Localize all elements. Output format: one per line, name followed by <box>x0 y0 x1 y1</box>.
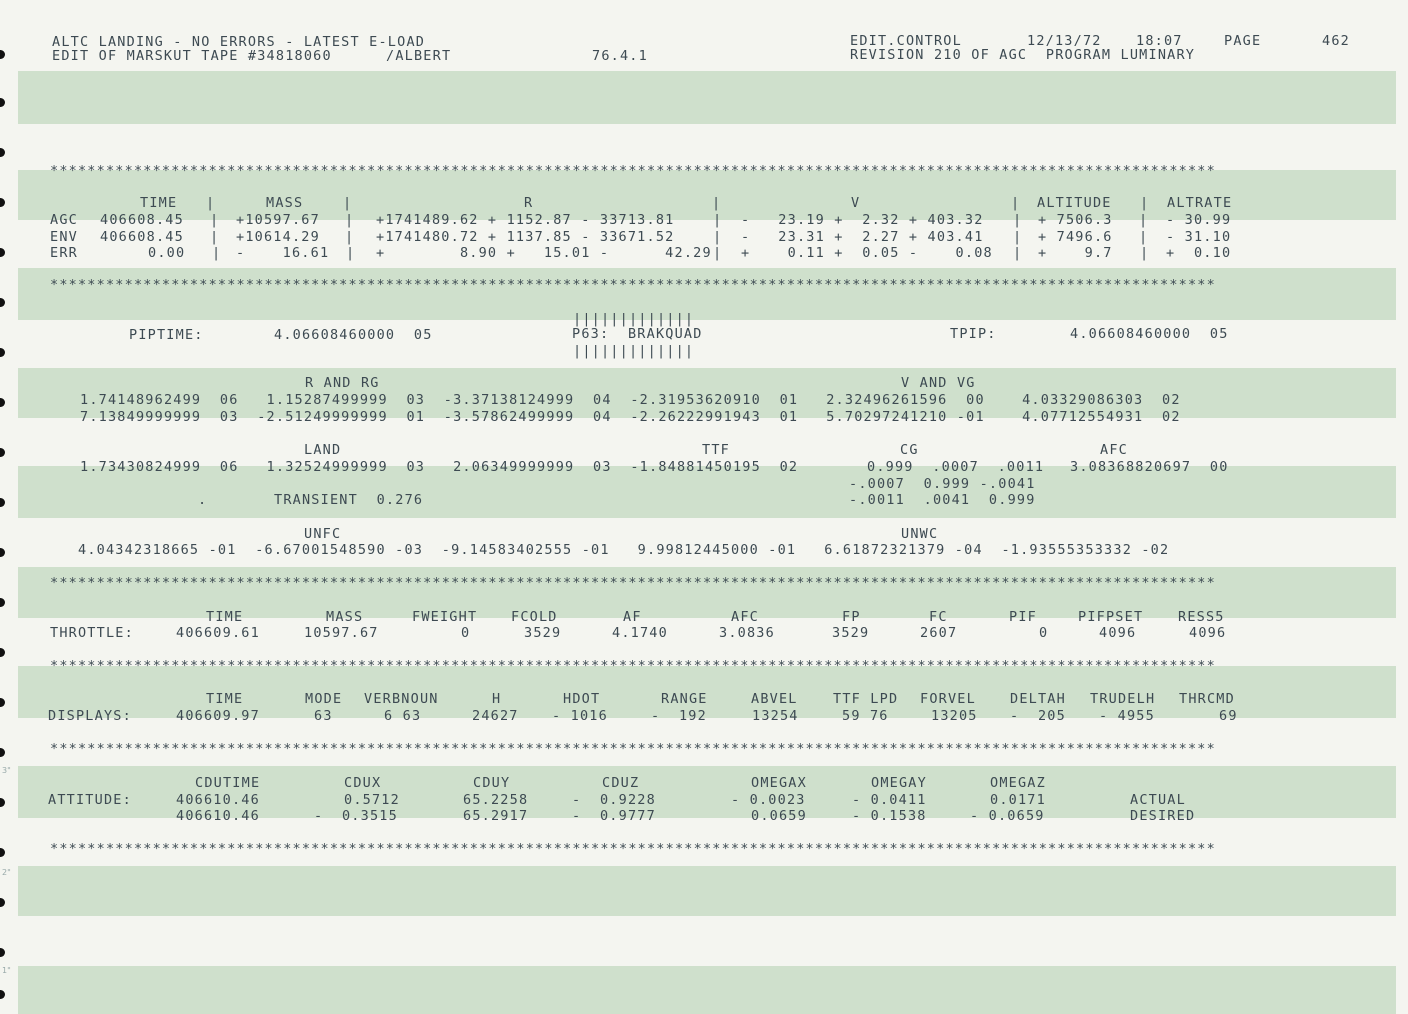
paper-band <box>18 866 1396 916</box>
print-time: 18:07 <box>1136 33 1183 49</box>
desired-cdux: - 0.3515 <box>314 808 398 824</box>
attitude-header-omegaz: OMEGAZ <box>990 775 1046 791</box>
err-time: 0.00 <box>148 245 186 261</box>
agc-v: - 23.19 + 2.32 + 403.32 <box>741 212 984 228</box>
feed-hole <box>0 248 5 257</box>
err-altrate: + 0.10 <box>1166 245 1232 261</box>
star-separator: ***************************************************************************************************************************** <box>50 841 1216 857</box>
attitude-header-cduy: CDUY <box>473 775 511 791</box>
desired-omegay: - 0.1538 <box>852 808 927 824</box>
author: /ALBERT <box>386 48 452 64</box>
feed-hole <box>0 98 5 107</box>
afc-value: 3.08368820697 00 <box>1070 459 1229 475</box>
displays-thrcmd: 69 <box>1219 708 1238 724</box>
desired-cduz: - 0.9777 <box>572 808 656 824</box>
feed-hole <box>0 198 5 207</box>
column-divider: | <box>210 212 220 228</box>
actual-omegay: - 0.0411 <box>852 792 927 808</box>
feed-hole <box>0 50 5 59</box>
attitude-header-cdutime: CDUTIME <box>195 775 261 791</box>
unfc-label: UNFC <box>304 526 342 542</box>
throttle-fcold: 3529 <box>524 625 562 641</box>
feed-hole <box>0 298 5 307</box>
displays-h: 24627 <box>472 708 519 724</box>
displays-header-hdot: HDOT <box>563 691 601 707</box>
desired-omegax: 0.0659 <box>751 808 807 824</box>
displays-ttf-lpd: 59 76 <box>842 708 889 724</box>
feed-hole <box>0 948 5 957</box>
throttle-header-af: AF <box>623 609 642 625</box>
column-divider: | <box>210 229 220 245</box>
star-separator: ***************************************************************************************************************************** <box>50 163 1216 179</box>
column-divider: | <box>1139 229 1149 245</box>
throttle-fweight: 0 <box>461 625 471 641</box>
feed-hole <box>0 798 5 807</box>
program-name: P63: BRAKQUAD <box>572 326 703 342</box>
version: 76.4.1 <box>592 48 648 64</box>
throttle-ress5: 4096 <box>1189 625 1227 641</box>
desired-cduy: 65.2917 <box>463 808 529 824</box>
displays-label: DISPLAYS: <box>48 708 132 724</box>
stray-dot: . <box>198 492 208 508</box>
env-time: 406608.45 <box>100 229 184 245</box>
actual-cdux: 0.5712 <box>344 792 400 808</box>
margin-mark: 3" <box>2 766 11 775</box>
displays-mode: 63 <box>314 708 333 724</box>
actual-label: ACTUAL <box>1130 792 1186 808</box>
r-and-rg-label: R AND RG <box>305 375 380 391</box>
env-altitude: + 7496.6 <box>1038 229 1113 245</box>
displays-header-trudelh: TRUDELH <box>1090 691 1156 707</box>
column-divider: | <box>713 229 723 245</box>
displays-forvel: 13205 <box>931 708 978 724</box>
displays-verbnoun: 6 63 <box>384 708 422 724</box>
tape-edit-line: EDIT OF MARSKUT TAPE #34818060 <box>52 48 332 64</box>
agc-altrate: - 30.99 <box>1166 212 1232 228</box>
column-divider: | <box>1140 195 1150 211</box>
throttle-af: 4.1740 <box>612 625 668 641</box>
feed-hole <box>0 148 5 157</box>
column-divider: | <box>1013 229 1023 245</box>
displays-range: - 192 <box>651 708 707 724</box>
column-divider: | <box>1011 195 1021 211</box>
agc-altitude: + 7506.3 <box>1038 212 1113 228</box>
guidance-row: 7.13849999999 03 -2.51249999999 01 -3.57862499999 04 -2.26222991943 01 5.70297241210 -01 4.07712554931 02 <box>80 409 1181 425</box>
displays-header-abvel: ABVEL <box>751 691 798 707</box>
feed-hole <box>0 898 5 907</box>
cg-matrix-row: -.0011 .0041 0.999 <box>849 492 1036 508</box>
displays-abvel: 13254 <box>752 708 799 724</box>
column-divider: | <box>1013 212 1023 228</box>
throttle-header-ress5: RESS5 <box>1178 609 1225 625</box>
throttle-header-fp: FP <box>842 609 861 625</box>
tpip-value: 4.06608460000 05 <box>1070 326 1229 342</box>
margin-mark: 1" <box>2 966 11 975</box>
state-header-time: TIME <box>140 195 178 211</box>
column-divider: | <box>345 229 355 245</box>
cg-matrix-row: -.0007 0.999 -.0041 <box>849 476 1036 492</box>
throttle-header-fc: FC <box>929 609 948 625</box>
cg-matrix-row: 0.999 .0007 .0011 <box>867 459 1045 475</box>
throttle-time: 406609.61 <box>176 625 260 641</box>
page-number: 462 <box>1322 33 1350 49</box>
column-divider: | <box>1140 245 1150 261</box>
v-and-vg-label: V AND VG <box>901 375 976 391</box>
piptime-label: PIPTIME: <box>129 327 204 343</box>
throttle-mass: 10597.67 <box>304 625 379 641</box>
piptime-value: 4.06608460000 05 <box>274 327 433 343</box>
margin-mark: 2" <box>2 868 11 877</box>
throttle-pifpset: 4096 <box>1099 625 1137 641</box>
land-label: LAND <box>304 442 342 458</box>
displays-header-ttf-lpd: TTF LPD <box>833 691 899 707</box>
feed-hole <box>0 548 5 557</box>
listing-title: ALTC LANDING - NO ERRORS - LATEST E-LOAD <box>52 34 426 50</box>
displays-deltah: - 205 <box>1010 708 1066 724</box>
feed-hole <box>0 698 5 707</box>
star-separator: ***************************************************************************************************************************** <box>50 658 1216 674</box>
desired-cdutime: 406610.46 <box>176 808 260 824</box>
displays-header-thrcmd: THRCMD <box>1179 691 1235 707</box>
displays-header-mode: MODE <box>305 691 343 707</box>
column-divider: | <box>713 212 723 228</box>
transient-value: TRANSIENT 0.276 <box>274 492 424 508</box>
actual-cdutime: 406610.46 <box>176 792 260 808</box>
paper-band <box>18 268 1396 320</box>
displays-time: 406609.97 <box>176 708 260 724</box>
cg-label: CG <box>900 442 919 458</box>
ttf-label: TTF <box>702 442 730 458</box>
feed-hole <box>0 848 5 857</box>
err-mass: - 16.61 <box>236 245 330 261</box>
tpip-label: TPIP: <box>950 326 997 342</box>
agc-time: 406608.45 <box>100 212 184 228</box>
err-v: + 0.11 + 0.05 - 0.08 <box>741 245 993 261</box>
feed-hole <box>0 348 5 357</box>
column-divider: | <box>212 245 222 261</box>
star-separator: ***************************************************************************************************************************** <box>50 575 1216 591</box>
actual-cduz: - 0.9228 <box>572 792 656 808</box>
unwc-label: UNWC <box>901 526 939 542</box>
displays-header-h: H <box>492 691 502 707</box>
throttle-header-pifpset: PIFPSET <box>1078 609 1144 625</box>
state-header-v: V <box>851 195 861 211</box>
agc-mass: +10597.67 <box>236 212 320 228</box>
throttle-header-pif: PIF <box>1009 609 1037 625</box>
throttle-header-fcold: FCOLD <box>511 609 558 625</box>
column-divider: | <box>206 195 216 211</box>
agc-r: +1741489.62 + 1152.87 - 33713.81 <box>376 212 675 228</box>
actual-cduy: 65.2258 <box>463 792 529 808</box>
err-r: + 8.90 + 15.01 - 42.29 <box>376 245 712 261</box>
actual-omegaz: 0.0171 <box>990 792 1046 808</box>
feed-hole <box>0 648 5 657</box>
edit-control: EDIT.CONTROL <box>850 33 962 49</box>
throttle-header-fweight: FWEIGHT <box>412 609 478 625</box>
displays-hdot: - 1016 <box>552 708 608 724</box>
row-label-err: ERR <box>50 245 78 261</box>
land-row: 1.73430824999 06 1.32524999999 03 2.06349999999 03 -1.84881450195 02 <box>80 459 799 475</box>
column-divider: | <box>1139 212 1149 228</box>
env-altrate: - 31.10 <box>1166 229 1232 245</box>
guidance-row: 1.74148962499 06 1.15287499999 03 -3.37138124999 04 -2.31953620910 01 2.32496261596 00 4.03329086303 02 <box>80 392 1181 408</box>
attitude-header-cduz: CDUZ <box>602 775 640 791</box>
displays-trudelh: - 4955 <box>1099 708 1155 724</box>
displays-header-time: TIME <box>206 691 244 707</box>
attitude-header-omegax: OMEGAX <box>751 775 807 791</box>
throttle-fc: 2607 <box>920 625 958 641</box>
program-bars: ||||||||||||| <box>573 311 695 327</box>
err-altitude: + 9.7 <box>1038 245 1113 261</box>
program-bars: ||||||||||||| <box>573 343 695 359</box>
displays-header-range: RANGE <box>661 691 708 707</box>
throttle-header-mass: MASS <box>326 609 364 625</box>
displays-header-deltah: DELTAH <box>1010 691 1066 707</box>
column-divider: | <box>1013 245 1023 261</box>
column-divider: | <box>345 212 355 228</box>
column-divider: | <box>712 195 722 211</box>
state-header-altitude: ALTITUDE <box>1037 195 1112 211</box>
throttle-afc: 3.0836 <box>719 625 775 641</box>
print-date: 12/13/72 <box>1027 33 1102 49</box>
throttle-header-afc: AFC <box>731 609 759 625</box>
state-header-mass: MASS <box>266 195 304 211</box>
throttle-label: THROTTLE: <box>50 625 134 641</box>
column-divider: | <box>713 245 723 261</box>
desired-label: DESIRED <box>1130 808 1196 824</box>
actual-omegax: - 0.0023 <box>731 792 806 808</box>
attitude-header-cdux: CDUX <box>344 775 382 791</box>
row-label-env: ENV <box>50 229 78 245</box>
row-label-agc: AGC <box>50 212 78 228</box>
column-divider: | <box>343 195 353 211</box>
feed-hole <box>0 598 5 607</box>
desired-omegaz: - 0.0659 <box>970 808 1045 824</box>
paper-band <box>18 71 1396 124</box>
feed-hole <box>0 498 5 507</box>
state-header-altrate: ALTRATE <box>1167 195 1233 211</box>
env-r: +1741480.72 + 1137.85 - 33671.52 <box>376 229 675 245</box>
feed-hole <box>0 748 5 757</box>
feed-hole <box>0 448 5 457</box>
env-v: - 23.31 + 2.27 + 403.41 <box>741 229 984 245</box>
revision-line: REVISION 210 OF AGC PROGRAM LUMINARY <box>850 47 1196 63</box>
throttle-pif: 0 <box>1039 625 1049 641</box>
feed-hole <box>0 990 5 999</box>
env-mass: +10614.29 <box>236 229 320 245</box>
column-divider: | <box>346 245 356 261</box>
attitude-header-omegay: OMEGAY <box>871 775 927 791</box>
page-label: PAGE <box>1224 33 1262 49</box>
unfc-row: 4.04342318665 -01 -6.67001548590 -03 -9.14583402555 -01 9.99812445000 -01 6.61872321379 -04 -1.93555353332 -02 <box>78 542 1170 558</box>
afc-label: AFC <box>1100 442 1128 458</box>
throttle-fp: 3529 <box>832 625 870 641</box>
displays-header-forvel: FORVEL <box>920 691 976 707</box>
feed-hole <box>0 398 5 407</box>
state-header-r: R <box>524 195 534 211</box>
star-separator: ***************************************************************************************************************************** <box>50 741 1216 757</box>
paper-band <box>18 966 1396 1014</box>
displays-header-verbnoun: VERBNOUN <box>364 691 439 707</box>
star-separator: ***************************************************************************************************************************** <box>50 277 1216 293</box>
attitude-label: ATTITUDE: <box>48 792 132 808</box>
throttle-header-time: TIME <box>206 609 244 625</box>
